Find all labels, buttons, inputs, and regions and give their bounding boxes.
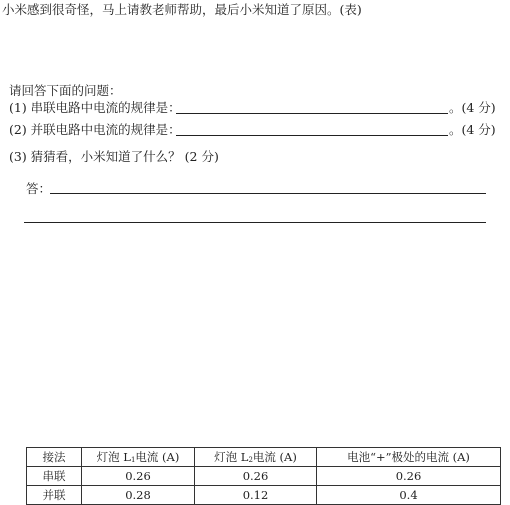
header-l2-prefix: 灯泡 L	[214, 450, 249, 464]
question-1-points: 。(4 分)	[449, 100, 496, 115]
table-row	[27, 467, 501, 486]
question-2-answer-line[interactable]	[176, 135, 448, 136]
table-row	[27, 486, 501, 505]
row-l2-current: 0.12	[195, 486, 317, 505]
row-l1-current: 0.28	[82, 486, 195, 505]
table-header-row	[27, 448, 501, 467]
answer-line-2[interactable]	[24, 222, 486, 223]
row-method: 串联	[27, 467, 82, 486]
header-l1-subscript: 1	[130, 456, 136, 464]
answer-line-1[interactable]	[50, 193, 486, 194]
header-l2-subscript: 2	[248, 456, 253, 464]
question-2-label: (2) 并联电路中电流的规律是：	[9, 122, 181, 137]
header-l1-prefix: 灯泡 L	[96, 450, 131, 464]
row-method: 并联	[27, 486, 82, 505]
header-l1-suffix: 电流 (A)	[135, 450, 180, 464]
current-table	[26, 447, 501, 505]
answer-label: 答：	[26, 181, 52, 196]
header-battery-current: 电池“+”极处的电流 (A)	[317, 448, 501, 467]
row-battery-current: 0.4	[317, 486, 501, 505]
header-method: 接法	[27, 448, 82, 467]
header-l1-current	[82, 448, 195, 467]
question-1-answer-line[interactable]	[176, 113, 448, 114]
row-l1-current: 0.26	[82, 467, 195, 486]
row-battery-current: 0.26	[317, 467, 501, 486]
row-l2-current: 0.26	[195, 467, 317, 486]
questions-prompt: 请回答下面的问题：	[9, 83, 122, 98]
header-l2-current	[195, 448, 317, 467]
header-l2-suffix: 电流 (A)	[252, 450, 297, 464]
question-1-label: (1) 串联电路中电流的规律是：	[9, 100, 181, 115]
question-2-points: 。(4 分)	[449, 122, 496, 137]
intro-text: 小米感到很奇怪，马上请教老师帮助，最后小米知道了原因。(表)	[2, 2, 362, 17]
question-3-label: (3) 猜猜看，小米知道了什么？ (2 分)	[9, 149, 219, 164]
